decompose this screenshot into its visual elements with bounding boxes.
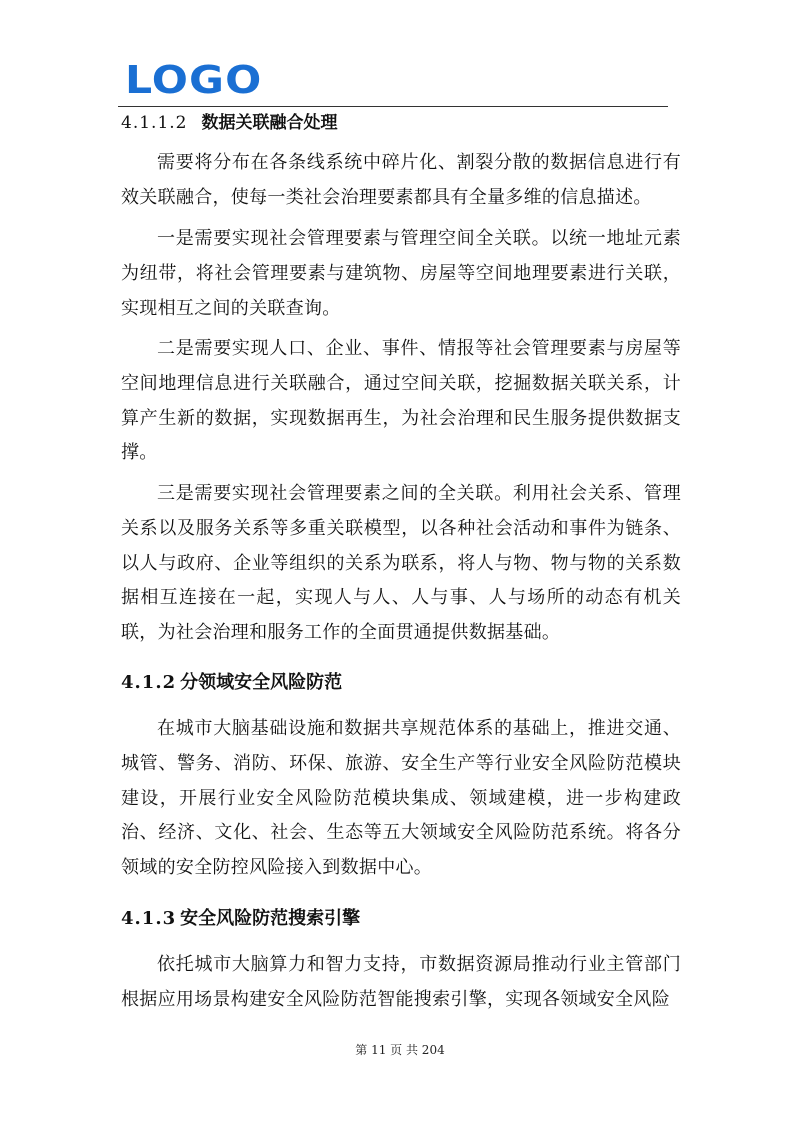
paragraph: 需要将分布在各条线系统中碎片化、割裂分散的数据信息进行有效关联融合，使每一类社会治理要素都具有全量多维的信息描述。	[121, 152, 681, 208]
header-divider	[118, 106, 668, 107]
paragraph: 在城市大脑基础设施和数据共享规范体系的基础上，推进交通、城管、警务、消防、环保、旅游、安全生产等行业安全风险防范模块建设，开展行业安全风险防范模块集成、领域建模，进一步构建政治、经济、文化、社会、生态等五大领域安全风险防范系统。将各分领域的安全防控风险接入到数据中心。	[121, 718, 681, 879]
section-heading-4-1-3	[121, 904, 360, 934]
paragraph: 依托城市大脑算力和智力支持，市数据资源局推动行业主管部门根据应用场景构建安全风险防范智能搜索引擎，实现各领域安全风险	[121, 954, 681, 1010]
section-heading-4-1-2	[121, 668, 342, 698]
logo: LOGO	[125, 58, 263, 102]
section-number: 4.1.3	[121, 908, 177, 929]
page-footer: 第 11 页 共 204	[355, 1043, 445, 1057]
paragraph: 一是需要实现社会管理要素与管理空间全关联。以统一地址元素为纽带，将社会管理要素与建筑物、房屋等空间地理要素进行关联，实现相互之间的关联查询。	[121, 228, 681, 319]
section-heading-4-1-1-2	[121, 110, 337, 136]
section-title: 数据关联融合处理	[201, 113, 338, 133]
section-title: 安全风险防范搜索引擎	[180, 908, 361, 929]
section-title: 分领域安全风险防范	[180, 672, 343, 693]
paragraph: 三是需要实现社会管理要素之间的全关联。利用社会关系、管理关系以及服务关系等多重关联模型，以各种社会活动和事件为链条、以人与政府、企业等组织的关系为联系，将人与物、物与物的关系数据相互连接在一起，实现人与人、人与事、人与场所的动态有机关联，为社会治理和服务工作的全面贯通提供数据基础。	[121, 483, 681, 644]
section-number: 4.1.2	[121, 672, 177, 693]
paragraph: 二是需要实现人口、企业、事件、情报等社会管理要素与房屋等空间地理信息进行关联融合，通过空间关联，挖掘数据关联关系，计算产生新的数据，实现数据再生，为社会治理和民生服务提供数据支撑。	[121, 338, 681, 464]
section-number: 4.1.1.2	[121, 113, 188, 133]
